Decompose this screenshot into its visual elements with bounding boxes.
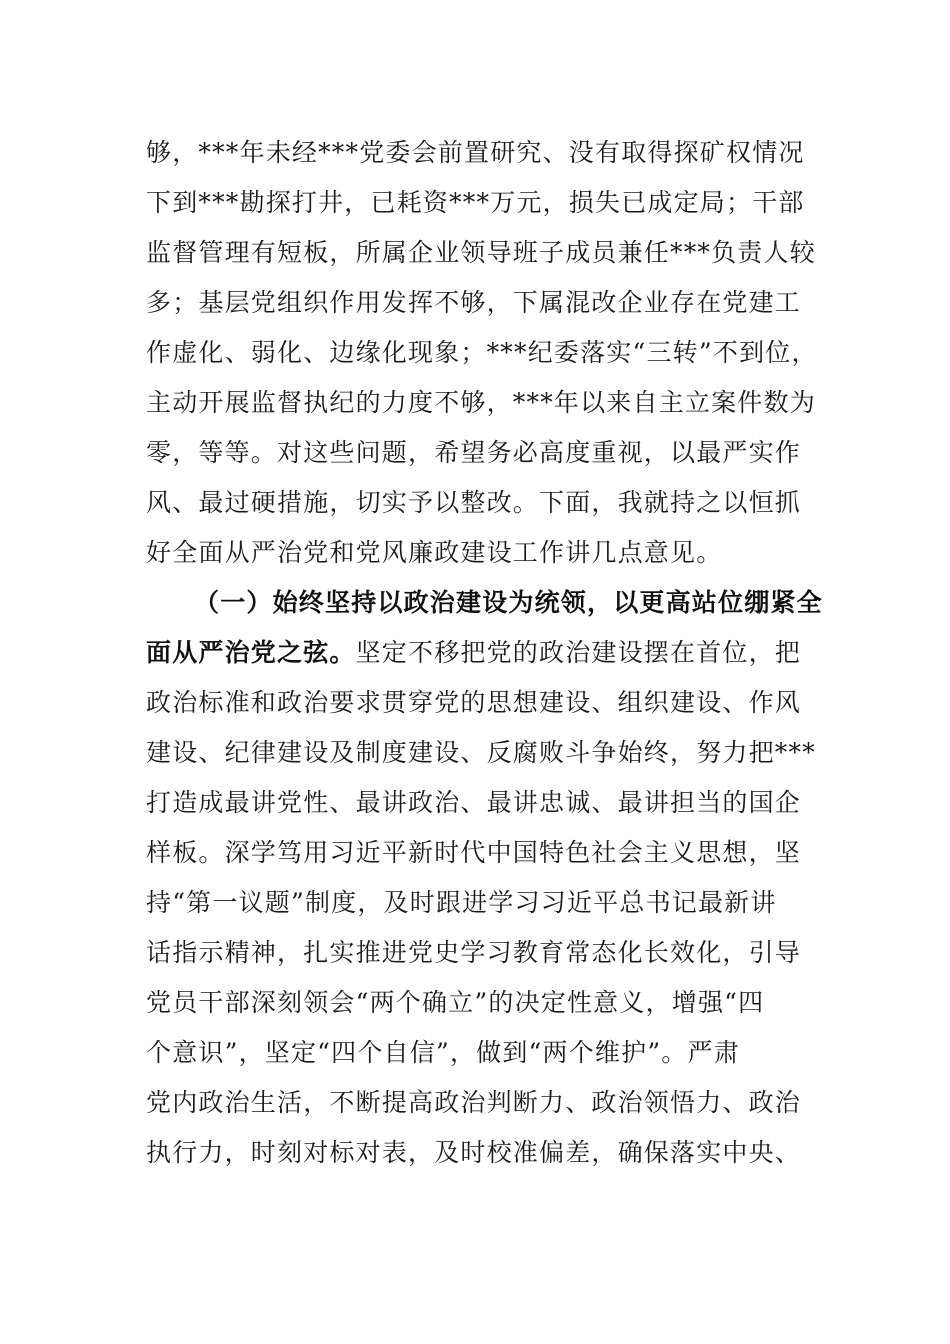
paragraph-line: 政治标准和政治要求贯穿党的思想建设、组织建设、作风 — [146, 688, 802, 717]
paragraph-line: 党员干部深刻领会“两个确立”的决定性意义，增强“四 — [146, 988, 765, 1017]
paragraph-line: 党内政治生活，不断提高政治判断力、政治领悟力、政治 — [146, 1088, 802, 1117]
paragraph-line: 打造成最讲党性、最讲政治、最讲忠诚、最讲担当的国企 — [146, 788, 802, 817]
paragraph-line: 风、最过硬措施，切实予以整改。下面，我就持之以恒抓 — [146, 488, 802, 517]
section-heading-continuation — [146, 628, 808, 678]
paragraph-line: 个意识”，坚定“四个自信”，做到“两个维护”。严肃 — [146, 1038, 740, 1067]
paragraph-line: 监督管理有短板，所属企业领导班子成员兼任***负责人较 — [146, 238, 816, 267]
paragraph-line: 好全面从严治党和党风廉政建设工作讲几点意见。 — [146, 538, 723, 567]
paragraph-line: 持“第一议题”制度，及时跟进学习习近平总书记最新讲 — [146, 888, 777, 917]
paragraph-line: 样板。深学笃用习近平新时代中国特色社会主义思想，坚 — [146, 838, 802, 867]
paragraph-line: 主动开展监督执纪的力度不够，***年以来自主立案件数为 — [146, 388, 816, 417]
paragraph-line: 执行力，时刻对标对表，及时校准偏差，确保落实中央、 — [146, 1138, 802, 1167]
section-body-start: 坚定不移把党的政治建设摆在首位，把 — [355, 638, 802, 667]
section-heading-bold: 面从严治党之弦。 — [146, 638, 356, 667]
document-body — [146, 128, 823, 1178]
paragraph-line: 多；基层党组织作用发挥不够，下属混改企业存在党建工 — [146, 288, 802, 317]
paragraph-line: 够，***年未经***党委会前置研究、没有取得探矿权情况 — [146, 138, 805, 167]
paragraph-line: 话指示精神，扎实推进党史学习教育常态化长效化，引导 — [146, 938, 802, 967]
section-heading: （一）始终坚持以政治建设为统领，以更高站位绷紧全 — [194, 588, 823, 617]
paragraph-line: 建设、纪律建设及制度建设、反腐败斗争始终，努力把*** — [146, 738, 816, 767]
paragraph-line: 下到***勘探打井，已耗资***万元，损失已成定局；干部 — [146, 188, 805, 217]
paragraph-line: 零，等等。对这些问题，希望务必高度重视，以最严实作 — [146, 438, 802, 467]
paragraph-line: 作虚化、弱化、边缘化现象；***纪委落实“三转”不到位， — [146, 338, 818, 367]
